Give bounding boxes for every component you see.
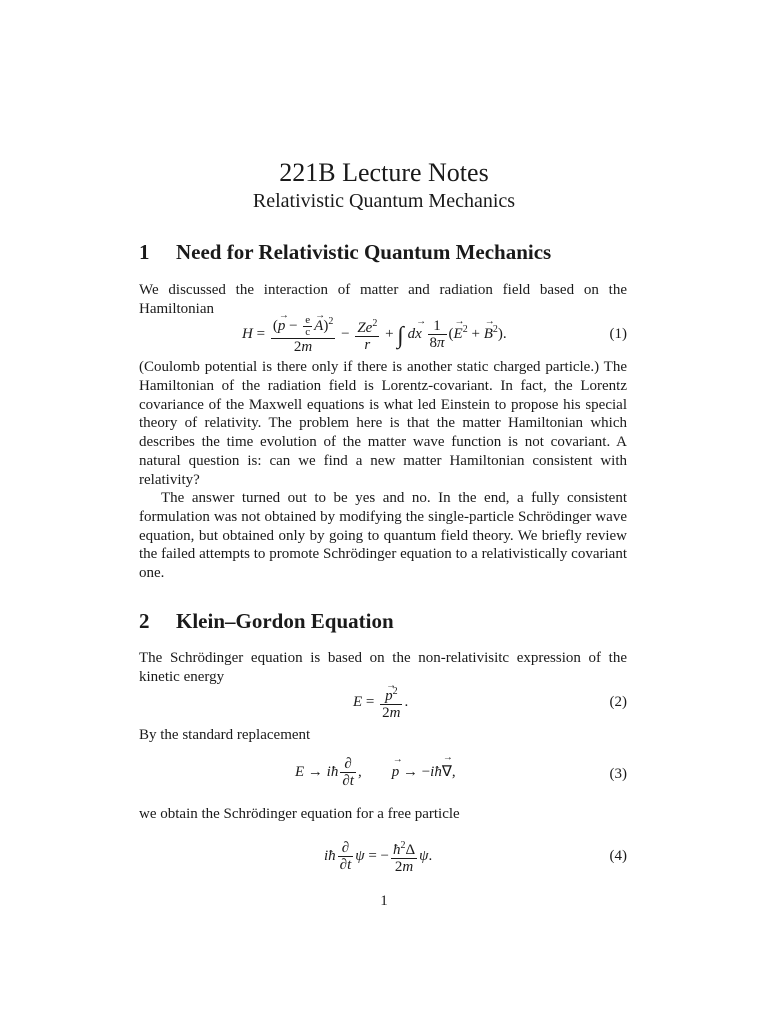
equation-body: iħ $\frac{\partial}{\partial t}$ ψ = − $\frac{ħ^2\Delta}{2m}$ ψ. bbox=[324, 840, 433, 875]
equation-2 bbox=[139, 684, 627, 724]
document-subtitle: Relativistic Quantum Mechanics bbox=[252, 190, 516, 212]
paragraph-answer: The answer turned out to be yes and no. In the end, a fully consistent formulation was not obtained by modifying the single-particle Schrödinger wave equation, but obtained only by going to quantum field theory. We briefly review the failed attempts to promote Schrödinger equation to a relativistically covariant one. bbox=[139, 490, 627, 582]
equation-number: (4) bbox=[609, 848, 627, 864]
equation-number: (1) bbox=[609, 326, 627, 342]
equation-body: E → iħ $\frac{\partial}{\partial t}$ , → p → −iħ→ ∇, bbox=[295, 756, 456, 789]
equation-body: H = (→ p − $\frac{e}{c}$ → A)$^2$ 2m − $\frac{Ze^2}{r}$ + ∫ d→ x $\frac{1}{8\pi}$ (→ $E^2$ + → $B^2$). bbox=[242, 314, 507, 355]
paragraph-intro: We discussed the interaction of matter and radiation field based on the Hamiltonian bbox=[139, 282, 627, 317]
section-title: Klein–Gordon Equation bbox=[176, 609, 394, 633]
paragraph-motivation: (Coulomb potential is there only if there is another static charged particle.) The Hamiltonian of the radiation field is Lorentz-covariant. In fact, the Lorentz covariance of the Maxwell equations is what led Einstein to propose his special theory of relativity. The problem here is that the matter Hamiltonian which describes the time evolution of the matter wave function is not covariant. A natural question is: can we find a new matter Hamiltonian consistent with relativity? bbox=[139, 359, 627, 488]
equation-body: E = → $\frac{p^2}{2m}$ . bbox=[353, 684, 408, 721]
section-number: 1 bbox=[139, 240, 150, 264]
paragraph-replacement: By the standard replacement bbox=[139, 727, 311, 743]
section-heading-1 bbox=[139, 240, 551, 265]
equation-number: (3) bbox=[609, 766, 627, 782]
document-title: 221B Lecture Notes bbox=[279, 158, 489, 187]
section-number: 2 bbox=[139, 609, 150, 633]
equation-4 bbox=[139, 838, 627, 878]
equation-number: (2) bbox=[609, 694, 627, 710]
section-title: Need for Relativistic Quantum Mechanics bbox=[176, 240, 552, 264]
section-heading-2 bbox=[139, 609, 394, 634]
page-number: 1 bbox=[380, 893, 388, 909]
equation-3 bbox=[139, 756, 627, 796]
equation-1 bbox=[139, 314, 627, 358]
paragraph-kinetic-energy: The Schrödinger equation is based on the non-relativisitc expression of the kinetic energy bbox=[139, 650, 627, 685]
paragraph-free-particle: we obtain the Schrödinger equation for a free particle bbox=[139, 806, 460, 822]
